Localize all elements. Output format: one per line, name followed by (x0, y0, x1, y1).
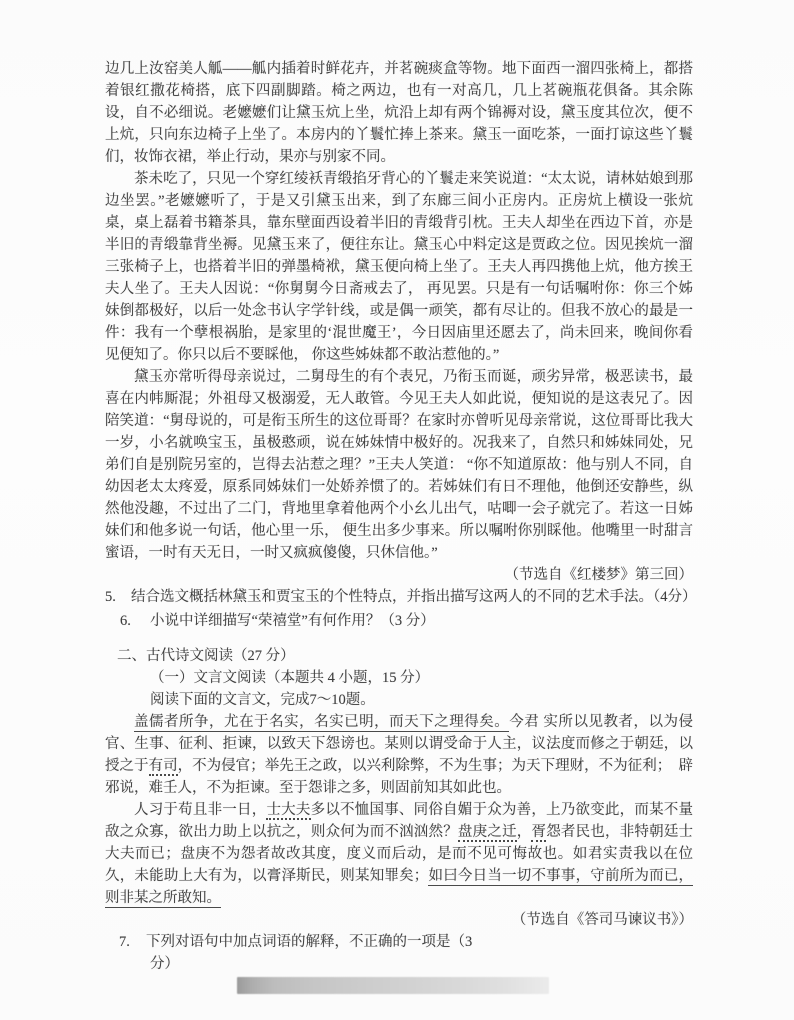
question-7-number: 7. (119, 934, 130, 950)
scan-artifact-bar (237, 977, 549, 994)
question-6-text: 小说中详细描写“荣禧堂”有何作用？（3 分） (150, 613, 435, 629)
excerpt2-paragraph-2: 人习于苟且非一日，士大夫多以不恤国事、同俗自媚于众为善，上乃欲变此，而某不量敌之众寡，欲出力助上以抗之，则众何为而不汹汹然？盘庚之迁，胥怨者民也，非特朝廷士大夫而已；盘庚不为怨者故改其度，度义而后动，是而不见可悔故也。如君实责我以在位久，未能助上大有为，以膏泽斯民，则某知罪矣；如曰今日当一切不事事，守前所为而已，则非某之所敢知。 (105, 802, 694, 906)
question-7-text-line1: 下列对语句中加点词语的解释，不正确的一项是（3 (146, 934, 473, 950)
question-7-cutoff-line (105, 953, 693, 972)
question-5-text: 结合选文概括林黛玉和贾宝玉的个性特点，并指出描写这两人的不同的艺术手法。（4分） (131, 589, 697, 605)
excerpt1-paragraph-3: 黛玉亦常听得母亲说过，二舅母生的有个表兄，乃衔玉而诞，顽劣异常，极恶读书，最喜在内帏厮混；外祖母又极溺爱，无人敢管。今见王夫人如此说，便知说的是这表兄了。因陪笑道：“舅母说的，可是衔玉所生的这位哥哥？在家时亦曾听见母亲常说，这位哥哥比我大一岁，小名就唤宝玉，虽极憨顽，说在姊妹情中极好的。况我来了，自然只和姊妹同处，兄弟们自是别院另室的，岂得去沾惹之理？”王夫人笑道： “你不知道原故：他与别人不同，自幼因老太太疼爱，原系同姊妹们一处娇养惯了的。若姊妹们有日不理他，他倒还安静些，纵然他没趣，不过出了二门，背地里拿着他两个小幺儿出气，咕唧一会子就完了。若这一日姊妹们和他多说一句话，他心里一乐， 便生出多少事来。所以嘱咐你别睬他。他嘴里一时甜言蜜语，一时有天无日，一时又疯疯傻傻，只休信他。” (105, 369, 693, 561)
question-7-text-line2: 分） (150, 956, 179, 972)
excerpt2-source-attribution: （节选自《答司马谏议书》） (511, 912, 693, 928)
question-6-number: 6. (120, 613, 131, 629)
section-2-heading: 二、古代诗文阅读（27 分） (117, 648, 295, 664)
question-5-number: 5. (105, 589, 116, 605)
page-content (105, 58, 697, 994)
question-6 (120, 610, 693, 632)
question-5 (105, 586, 697, 608)
excerpt1-paragraph-1: 边几上汝窑美人觚——觚内插着时鲜花卉，并茗碗痰盒等物。地下面西一溜四张椅上，都搭着银红撒花椅搭，底下四副脚踏。椅之两边，也有一对高几，几上茗碗瓶花俱备。其余陈设，自不必细说。老嬷嬷们让黛玉炕上坐，炕沿上却有两个锦褥对设，黛玉度其位次，便不上炕，只向东边椅子上坐了。本房内的丫鬟忙捧上茶来。黛玉一面吃茶，一面打谅这些丫鬟们，妆饰衣裙，举止行动，果亦与别家不同。 (105, 61, 693, 165)
question-7 (119, 931, 693, 953)
section-2-subheading: （一）文言文阅读（本题共 4 小题，15 分） (150, 670, 430, 686)
reading-instruction: 阅读下面的文言文，完成7～10题。 (150, 692, 375, 708)
excerpt1-source-attribution: （节选自《红楼梦》第三回） (504, 567, 693, 583)
excerpt2-paragraph-1: 盖儒者所争，尤在于名实，名实已明，而天下之理得矣。今君 实所以见教者，以为侵官、生事、征利、拒谏，以致天下怨谤也。某则以谓受命于人主，议法度而修之于朝廷，以授之于有司，不为侵官；举先王之政，以兴利除弊，不为生事；为天下理财，不为征利； 辟邪说，难壬人，不为拒谏。至于怨诽之多，则固前知其如此也。 (105, 714, 694, 796)
excerpt1-paragraph-2: 茶未吃了，只见一个穿红绫袄青缎掐牙背心的丫鬟走来笑说道：“太太说，请林姑娘到那边坐罢。”老嬷嬷听了，于是又引黛玉出来，到了东廊三间小正房内。正房炕上横设一张炕桌，桌上磊着书籍茶具，靠东壁面西设着半旧的青缎背引枕。王夫人却坐在西边下首，亦是半旧的青缎靠背坐褥。见黛玉来了，便往东让。黛玉心中料定这是贾政之位。因见挨炕一溜三张椅子上，也搭着半旧的弹墨椅袱，黛玉便向椅上坐了。王夫人再四携他上炕，他方挨王夫人坐了。王夫人因说：“你舅舅今日斋戒去了， 再见罢。只是有一句话嘱咐你：你三个姊妹倒都极好，以后一处念书认字学针线，或是偶一顽笑，都有尽让的。但我不放心的最是一件：我有一个孽根祸胎，是家里的‘混世魔王’，今日因庙里还愿去了，尚未回来，晚间你看见便知了。你只以后不要睬他， 你这些姊妹都不敢沾惹他的。” (105, 171, 693, 363)
